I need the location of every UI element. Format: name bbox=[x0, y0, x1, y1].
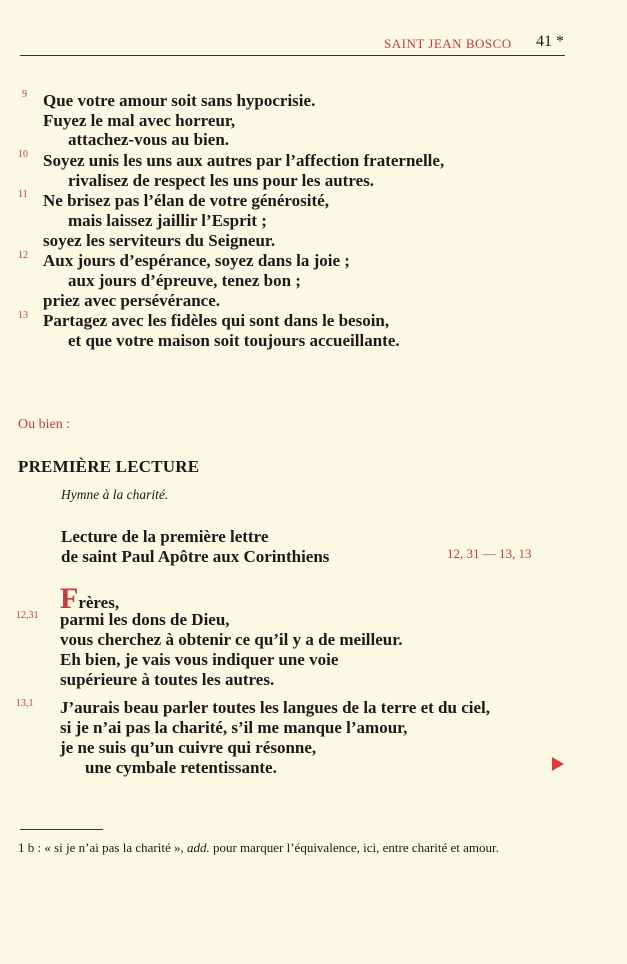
verse-number: 10 bbox=[18, 149, 28, 160]
footnote bbox=[18, 839, 578, 857]
verse-line: J’aurais beau parler toutes les langues de la terre et du ciel, bbox=[60, 698, 490, 717]
verse-line: soyez les serviteurs du Seigneur. bbox=[43, 231, 276, 250]
verse-line: mais laissez jaillir l’Esprit ; bbox=[68, 211, 267, 230]
verse-line: si je n’ai pas la charité, s’il me manque l’amour, bbox=[60, 718, 408, 737]
verse-line: attachez-vous au bien. bbox=[68, 130, 230, 149]
footnote-ref: 1 b : bbox=[18, 840, 42, 855]
footnote-quote: « si je n’ai pas la charité », bbox=[44, 840, 184, 855]
lecture-intro-line: de saint Paul Apôtre aux Corinthiens bbox=[61, 547, 330, 566]
running-header-title: SAINT JEAN BOSCO bbox=[384, 36, 512, 51]
footnote-add: add. bbox=[186, 840, 210, 855]
verse-line: supérieure à toutes les autres. bbox=[60, 670, 275, 689]
verse-line: priez avec persévérance. bbox=[43, 291, 220, 310]
verse-line: rivalisez de respect les uns pour les autres. bbox=[68, 171, 374, 190]
verse-line: Fuyez le mal avec horreur, bbox=[43, 111, 236, 130]
footnote-rule bbox=[20, 829, 103, 830]
next-page-arrow-icon[interactable] bbox=[552, 757, 564, 771]
footnote-text: pour marquer l’équivalence, ici, entre charité et amour. bbox=[212, 840, 499, 855]
verse-line: je ne suis qu’un cuivre qui résonne, bbox=[60, 738, 317, 757]
scripture-reference: 12, 31 — 13, 13 bbox=[447, 546, 532, 561]
verse-line: Aux jours d’espérance, soyez dans la joie ; bbox=[43, 251, 350, 270]
verse-line: Eh bien, je vais vous indiquer une voie bbox=[60, 650, 339, 669]
verse-number: 9 bbox=[22, 89, 27, 100]
verse-line: parmi les dons de Dieu, bbox=[60, 610, 230, 629]
verse-line: une cymbale retentissante. bbox=[85, 758, 277, 777]
header-rule bbox=[20, 55, 565, 56]
verse-line: et que votre maison soit toujours accueillante. bbox=[68, 331, 400, 350]
verse-line: aux jours d’épreuve, tenez bon ; bbox=[68, 271, 301, 290]
section-title: PREMIÈRE LECTURE bbox=[18, 457, 200, 476]
verse-number: 11 bbox=[18, 189, 28, 200]
verse-number: 13 bbox=[18, 310, 28, 321]
verse-first-line-rest: rères, bbox=[78, 593, 120, 612]
verse-line: Que votre amour soit sans hypocrisie. bbox=[43, 91, 316, 110]
alternative-label: Ou bien : bbox=[18, 417, 71, 432]
drop-cap: F bbox=[60, 582, 79, 615]
page-number: 41 * bbox=[536, 33, 564, 50]
verse-number: 12 bbox=[18, 250, 28, 261]
verse-line: Soyez unis les uns aux autres par l’affection fraternelle, bbox=[43, 151, 445, 170]
verse-line: vous cherchez à obtenir ce qu’il y a de meilleur. bbox=[60, 630, 403, 649]
lecture-intro-line: Lecture de la première lettre bbox=[61, 527, 269, 546]
reading-subtitle: Hymne à la charité. bbox=[61, 487, 169, 502]
verse-number: 13,1 bbox=[16, 698, 34, 709]
verse-number: 12,31 bbox=[16, 610, 39, 621]
verse-line: Partagez avec les fidèles qui sont dans le besoin, bbox=[43, 311, 390, 330]
verse-line: Ne brisez pas l’élan de votre générosité, bbox=[43, 191, 329, 210]
